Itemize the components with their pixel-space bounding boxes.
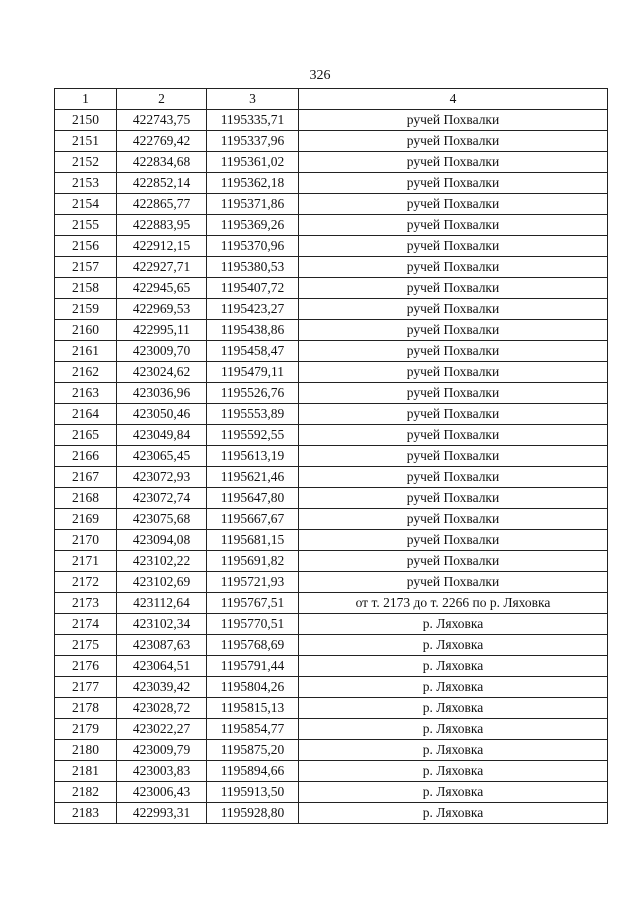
point-number-cell: 2157 — [55, 257, 117, 278]
column-header-4: 4 — [299, 89, 608, 110]
point-number-cell: 2151 — [55, 131, 117, 152]
table-row — [55, 803, 608, 824]
description-cell: р. Ляховка — [299, 803, 608, 824]
x-coordinate-cell: 423075,68 — [117, 509, 207, 530]
table-row — [55, 362, 608, 383]
y-coordinate-cell: 1195369,26 — [207, 215, 299, 236]
x-coordinate-cell: 423112,64 — [117, 593, 207, 614]
x-coordinate-cell: 422927,71 — [117, 257, 207, 278]
y-coordinate-cell: 1195854,77 — [207, 719, 299, 740]
point-number-cell: 2153 — [55, 173, 117, 194]
y-coordinate-cell: 1195371,86 — [207, 194, 299, 215]
x-coordinate-cell: 423094,08 — [117, 530, 207, 551]
x-coordinate-cell: 423087,63 — [117, 635, 207, 656]
y-coordinate-cell: 1195667,67 — [207, 509, 299, 530]
description-cell: ручей Похвалки — [299, 572, 608, 593]
y-coordinate-cell: 1195928,80 — [207, 803, 299, 824]
description-cell: ручей Похвалки — [299, 320, 608, 341]
x-coordinate-cell: 422993,31 — [117, 803, 207, 824]
x-coordinate-cell: 422865,77 — [117, 194, 207, 215]
description-cell: ручей Похвалки — [299, 467, 608, 488]
y-coordinate-cell: 1195362,18 — [207, 173, 299, 194]
table-row — [55, 194, 608, 215]
x-coordinate-cell: 423072,93 — [117, 467, 207, 488]
point-number-cell: 2175 — [55, 635, 117, 656]
y-coordinate-cell: 1195337,96 — [207, 131, 299, 152]
point-number-cell: 2165 — [55, 425, 117, 446]
description-cell: ручей Похвалки — [299, 110, 608, 131]
x-coordinate-cell: 423102,69 — [117, 572, 207, 593]
x-coordinate-cell: 422945,65 — [117, 278, 207, 299]
x-coordinate-cell: 422852,14 — [117, 173, 207, 194]
table-row — [55, 383, 608, 404]
y-coordinate-cell: 1195815,13 — [207, 698, 299, 719]
description-cell: р. Ляховка — [299, 698, 608, 719]
x-coordinate-cell: 422995,11 — [117, 320, 207, 341]
description-cell: р. Ляховка — [299, 761, 608, 782]
table-row — [55, 572, 608, 593]
table-row — [55, 698, 608, 719]
description-cell: ручей Похвалки — [299, 446, 608, 467]
x-coordinate-cell: 422769,42 — [117, 131, 207, 152]
y-coordinate-cell: 1195361,02 — [207, 152, 299, 173]
table-header-row — [55, 89, 608, 110]
description-cell: р. Ляховка — [299, 635, 608, 656]
y-coordinate-cell: 1195691,82 — [207, 551, 299, 572]
y-coordinate-cell: 1195721,93 — [207, 572, 299, 593]
y-coordinate-cell: 1195526,76 — [207, 383, 299, 404]
table-row — [55, 467, 608, 488]
column-header-1: 1 — [55, 89, 117, 110]
description-cell: ручей Похвалки — [299, 173, 608, 194]
description-cell: ручей Похвалки — [299, 362, 608, 383]
point-number-cell: 2156 — [55, 236, 117, 257]
x-coordinate-cell: 423009,70 — [117, 341, 207, 362]
point-number-cell: 2159 — [55, 299, 117, 320]
table-row — [55, 425, 608, 446]
y-coordinate-cell: 1195894,66 — [207, 761, 299, 782]
point-number-cell: 2174 — [55, 614, 117, 635]
y-coordinate-cell: 1195592,55 — [207, 425, 299, 446]
point-number-cell: 2166 — [55, 446, 117, 467]
description-cell: р. Ляховка — [299, 740, 608, 761]
table-row — [55, 635, 608, 656]
table-row — [55, 593, 608, 614]
point-number-cell: 2183 — [55, 803, 117, 824]
table-row — [55, 215, 608, 236]
y-coordinate-cell: 1195553,89 — [207, 404, 299, 425]
description-cell: р. Ляховка — [299, 677, 608, 698]
table-row — [55, 782, 608, 803]
point-number-cell: 2150 — [55, 110, 117, 131]
y-coordinate-cell: 1195621,46 — [207, 467, 299, 488]
table-body — [55, 110, 608, 824]
column-header-3: 3 — [207, 89, 299, 110]
description-cell: от т. 2173 до т. 2266 по р. Ляховка — [299, 593, 608, 614]
point-number-cell: 2164 — [55, 404, 117, 425]
table-row — [55, 656, 608, 677]
table-row — [55, 719, 608, 740]
y-coordinate-cell: 1195479,11 — [207, 362, 299, 383]
table-row — [55, 551, 608, 572]
x-coordinate-cell: 423072,74 — [117, 488, 207, 509]
description-cell: ручей Похвалки — [299, 299, 608, 320]
y-coordinate-cell: 1195791,44 — [207, 656, 299, 677]
y-coordinate-cell: 1195380,53 — [207, 257, 299, 278]
point-number-cell: 2161 — [55, 341, 117, 362]
point-number-cell: 2171 — [55, 551, 117, 572]
table-row — [55, 341, 608, 362]
x-coordinate-cell: 423065,45 — [117, 446, 207, 467]
point-number-cell: 2177 — [55, 677, 117, 698]
x-coordinate-cell: 423102,34 — [117, 614, 207, 635]
page-number: 326 — [309, 68, 331, 83]
y-coordinate-cell: 1195875,20 — [207, 740, 299, 761]
column-header-2: 2 — [117, 89, 207, 110]
table-row — [55, 761, 608, 782]
table-row — [55, 173, 608, 194]
description-cell: р. Ляховка — [299, 656, 608, 677]
x-coordinate-cell: 423028,72 — [117, 698, 207, 719]
point-number-cell: 2162 — [55, 362, 117, 383]
x-coordinate-cell: 423003,83 — [117, 761, 207, 782]
description-cell: ручей Похвалки — [299, 530, 608, 551]
y-coordinate-cell: 1195647,80 — [207, 488, 299, 509]
x-coordinate-cell: 423024,62 — [117, 362, 207, 383]
x-coordinate-cell: 423050,46 — [117, 404, 207, 425]
y-coordinate-cell: 1195767,51 — [207, 593, 299, 614]
y-coordinate-cell: 1195335,71 — [207, 110, 299, 131]
x-coordinate-cell: 422912,15 — [117, 236, 207, 257]
point-number-cell: 2180 — [55, 740, 117, 761]
table-row — [55, 131, 608, 152]
y-coordinate-cell: 1195613,19 — [207, 446, 299, 467]
x-coordinate-cell: 422834,68 — [117, 152, 207, 173]
description-cell: ручей Похвалки — [299, 341, 608, 362]
description-cell: ручей Похвалки — [299, 257, 608, 278]
x-coordinate-cell: 423064,51 — [117, 656, 207, 677]
description-cell: ручей Похвалки — [299, 404, 608, 425]
point-number-cell: 2160 — [55, 320, 117, 341]
y-coordinate-cell: 1195768,69 — [207, 635, 299, 656]
table-row — [55, 257, 608, 278]
table-row — [55, 110, 608, 131]
point-number-cell: 2181 — [55, 761, 117, 782]
point-number-cell: 2169 — [55, 509, 117, 530]
description-cell: ручей Похвалки — [299, 383, 608, 404]
description-cell: ручей Похвалки — [299, 215, 608, 236]
x-coordinate-cell: 423006,43 — [117, 782, 207, 803]
x-coordinate-cell: 422883,95 — [117, 215, 207, 236]
x-coordinate-cell: 423039,42 — [117, 677, 207, 698]
y-coordinate-cell: 1195423,27 — [207, 299, 299, 320]
description-cell: р. Ляховка — [299, 782, 608, 803]
point-number-cell: 2173 — [55, 593, 117, 614]
y-coordinate-cell: 1195913,50 — [207, 782, 299, 803]
point-number-cell: 2176 — [55, 656, 117, 677]
description-cell: ручей Похвалки — [299, 194, 608, 215]
y-coordinate-cell: 1195458,47 — [207, 341, 299, 362]
point-number-cell: 2163 — [55, 383, 117, 404]
y-coordinate-cell: 1195370,96 — [207, 236, 299, 257]
y-coordinate-cell: 1195804,26 — [207, 677, 299, 698]
table-row — [55, 677, 608, 698]
table-row — [55, 509, 608, 530]
point-number-cell: 2154 — [55, 194, 117, 215]
x-coordinate-cell: 423036,96 — [117, 383, 207, 404]
description-cell: ручей Похвалки — [299, 236, 608, 257]
coordinates-table — [54, 88, 608, 824]
x-coordinate-cell: 423049,84 — [117, 425, 207, 446]
table-row — [55, 488, 608, 509]
description-cell: ручей Похвалки — [299, 488, 608, 509]
description-cell: ручей Похвалки — [299, 551, 608, 572]
y-coordinate-cell: 1195407,72 — [207, 278, 299, 299]
point-number-cell: 2168 — [55, 488, 117, 509]
table-row — [55, 614, 608, 635]
description-cell: ручей Похвалки — [299, 131, 608, 152]
table-row — [55, 404, 608, 425]
point-number-cell: 2172 — [55, 572, 117, 593]
point-number-cell: 2167 — [55, 467, 117, 488]
table-row — [55, 740, 608, 761]
x-coordinate-cell: 423102,22 — [117, 551, 207, 572]
description-cell: ручей Похвалки — [299, 509, 608, 530]
table-row — [55, 299, 608, 320]
point-number-cell: 2178 — [55, 698, 117, 719]
table-row — [55, 152, 608, 173]
x-coordinate-cell: 422743,75 — [117, 110, 207, 131]
y-coordinate-cell: 1195681,15 — [207, 530, 299, 551]
point-number-cell: 2155 — [55, 215, 117, 236]
x-coordinate-cell: 423009,79 — [117, 740, 207, 761]
y-coordinate-cell: 1195770,51 — [207, 614, 299, 635]
table-row — [55, 320, 608, 341]
point-number-cell: 2152 — [55, 152, 117, 173]
point-number-cell: 2170 — [55, 530, 117, 551]
y-coordinate-cell: 1195438,86 — [207, 320, 299, 341]
description-cell: р. Ляховка — [299, 614, 608, 635]
table-row — [55, 236, 608, 257]
table-row — [55, 446, 608, 467]
description-cell: ручей Похвалки — [299, 278, 608, 299]
x-coordinate-cell: 423022,27 — [117, 719, 207, 740]
x-coordinate-cell: 422969,53 — [117, 299, 207, 320]
point-number-cell: 2179 — [55, 719, 117, 740]
description-cell: ручей Похвалки — [299, 152, 608, 173]
description-cell: ручей Похвалки — [299, 425, 608, 446]
point-number-cell: 2158 — [55, 278, 117, 299]
point-number-cell: 2182 — [55, 782, 117, 803]
table-row — [55, 530, 608, 551]
description-cell: р. Ляховка — [299, 719, 608, 740]
table-row — [55, 278, 608, 299]
